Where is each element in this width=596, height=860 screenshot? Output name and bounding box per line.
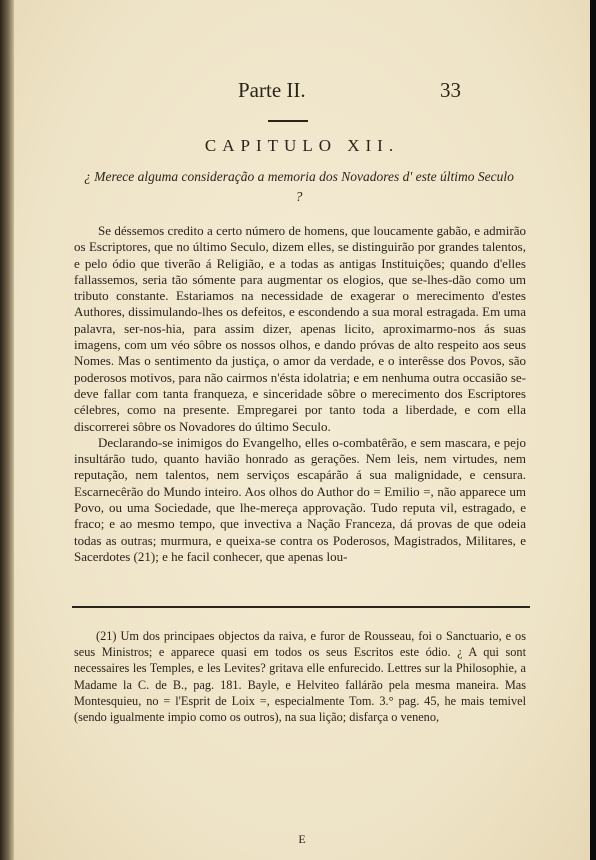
paragraph: Se déssemos credito a certo número de homens, que loucamente gabão, e admirão os Escriptores, que no último Seculo, dizem elles, se distinguirão por grandes talentos, e pelo ódio que tiverão á Religião, e a todas as antigas Instituições; quando d'elles fallassemos, seria tão sómente para augmentar os elogios, que se-lhes-dão como um tributo constante. Estariamos na necessidade de exagerar o merecimento d'estes Authores, dissimulando-lhes os defeitos, e escondendo a sua moral estragada. Em uma palavra, ser-nos-hia, para assim dizer, apenas licito, aproximarmo-nos ás suas imagens, com um véo sôbre os nossos olhos, e dando próvas de alto respeito aos seus Nomes. Mas o sentimento da justiça, o amor da verdade, e o interêsse dos Povos, são poderosos motivos, para não cairmos n'ésta idolatria; e em nenhuma outra occasião se-deve fallar com tanta franqueza, e sinceridade sôbre o merecimento dos Escriptores célebres, como na presente. Empregarei por tanto toda a liberdade, e com ella discorrerei sôbre os Novadores do último Seculo.: [74, 223, 526, 434]
header-rule: [268, 120, 308, 122]
footnote-rule: [72, 606, 530, 608]
chapter-title: CAPITULO XII.: [204, 136, 400, 155]
page-header: [14, 78, 590, 108]
chapter-question: ¿ Merece alguma consideração a memoria dos Novadores d' este último Seculo ?: [84, 169, 514, 204]
footnote-text: (21) Um dos principaes objectos da raiva, e furor de Rousseau, foi o Sanctuario, e os seus Ministros; e apparece quasi em todos os seus Escritos este ódio. ¿ A qui sont necessaires les Temples, e les Levites? gritava elle enfurecido. Lettres sur la Philosophie, a Madame la C. de B., pag. 181. Bayle, e Helviteo fallárão pela mesma maneira. Mas Montesquieu, no = l'Esprit de Loix =, especialmente Tom. 3.° pag. 45, he mais temivel (sendo igualmente impio como os outros), na sua lição; disfarça o veneno,: [74, 629, 526, 725]
running-head: Parte II.: [238, 78, 306, 102]
page-number: 33: [440, 78, 461, 102]
book-page: [14, 0, 590, 860]
signature-mark: E: [298, 832, 306, 846]
paragraph: Declarando-se inimigos do Evangelho, elles o-combatêrão, e sem mascara, e pejo insultárão tudo, quanto havião honrado as gerações. Nem leis, nem virtudes, nem reputação, nem talentos, nem serviços escapárão á sua malignidade, e censura. Escarnecêrão do Mundo inteiro. Aos olhos do Author do = Emilio =, não apparece um Povo, ou uma Sociedade, que lhe-mereça approvação. Tudo reputa vil, estragado, e fraco; e ao mesmo tempo, que invectiva a Nação Franceza, dá provas de que odeia todas as outras; murmura, e queixa-se contra os Poderosos, Magistrados, Militares, e Sacerdotes (21); e he facil conhecer, que apenas lou-: [74, 434, 526, 564]
footnote: [74, 628, 526, 725]
body-text: [74, 223, 526, 565]
book-gutter-edge: [0, 0, 14, 860]
